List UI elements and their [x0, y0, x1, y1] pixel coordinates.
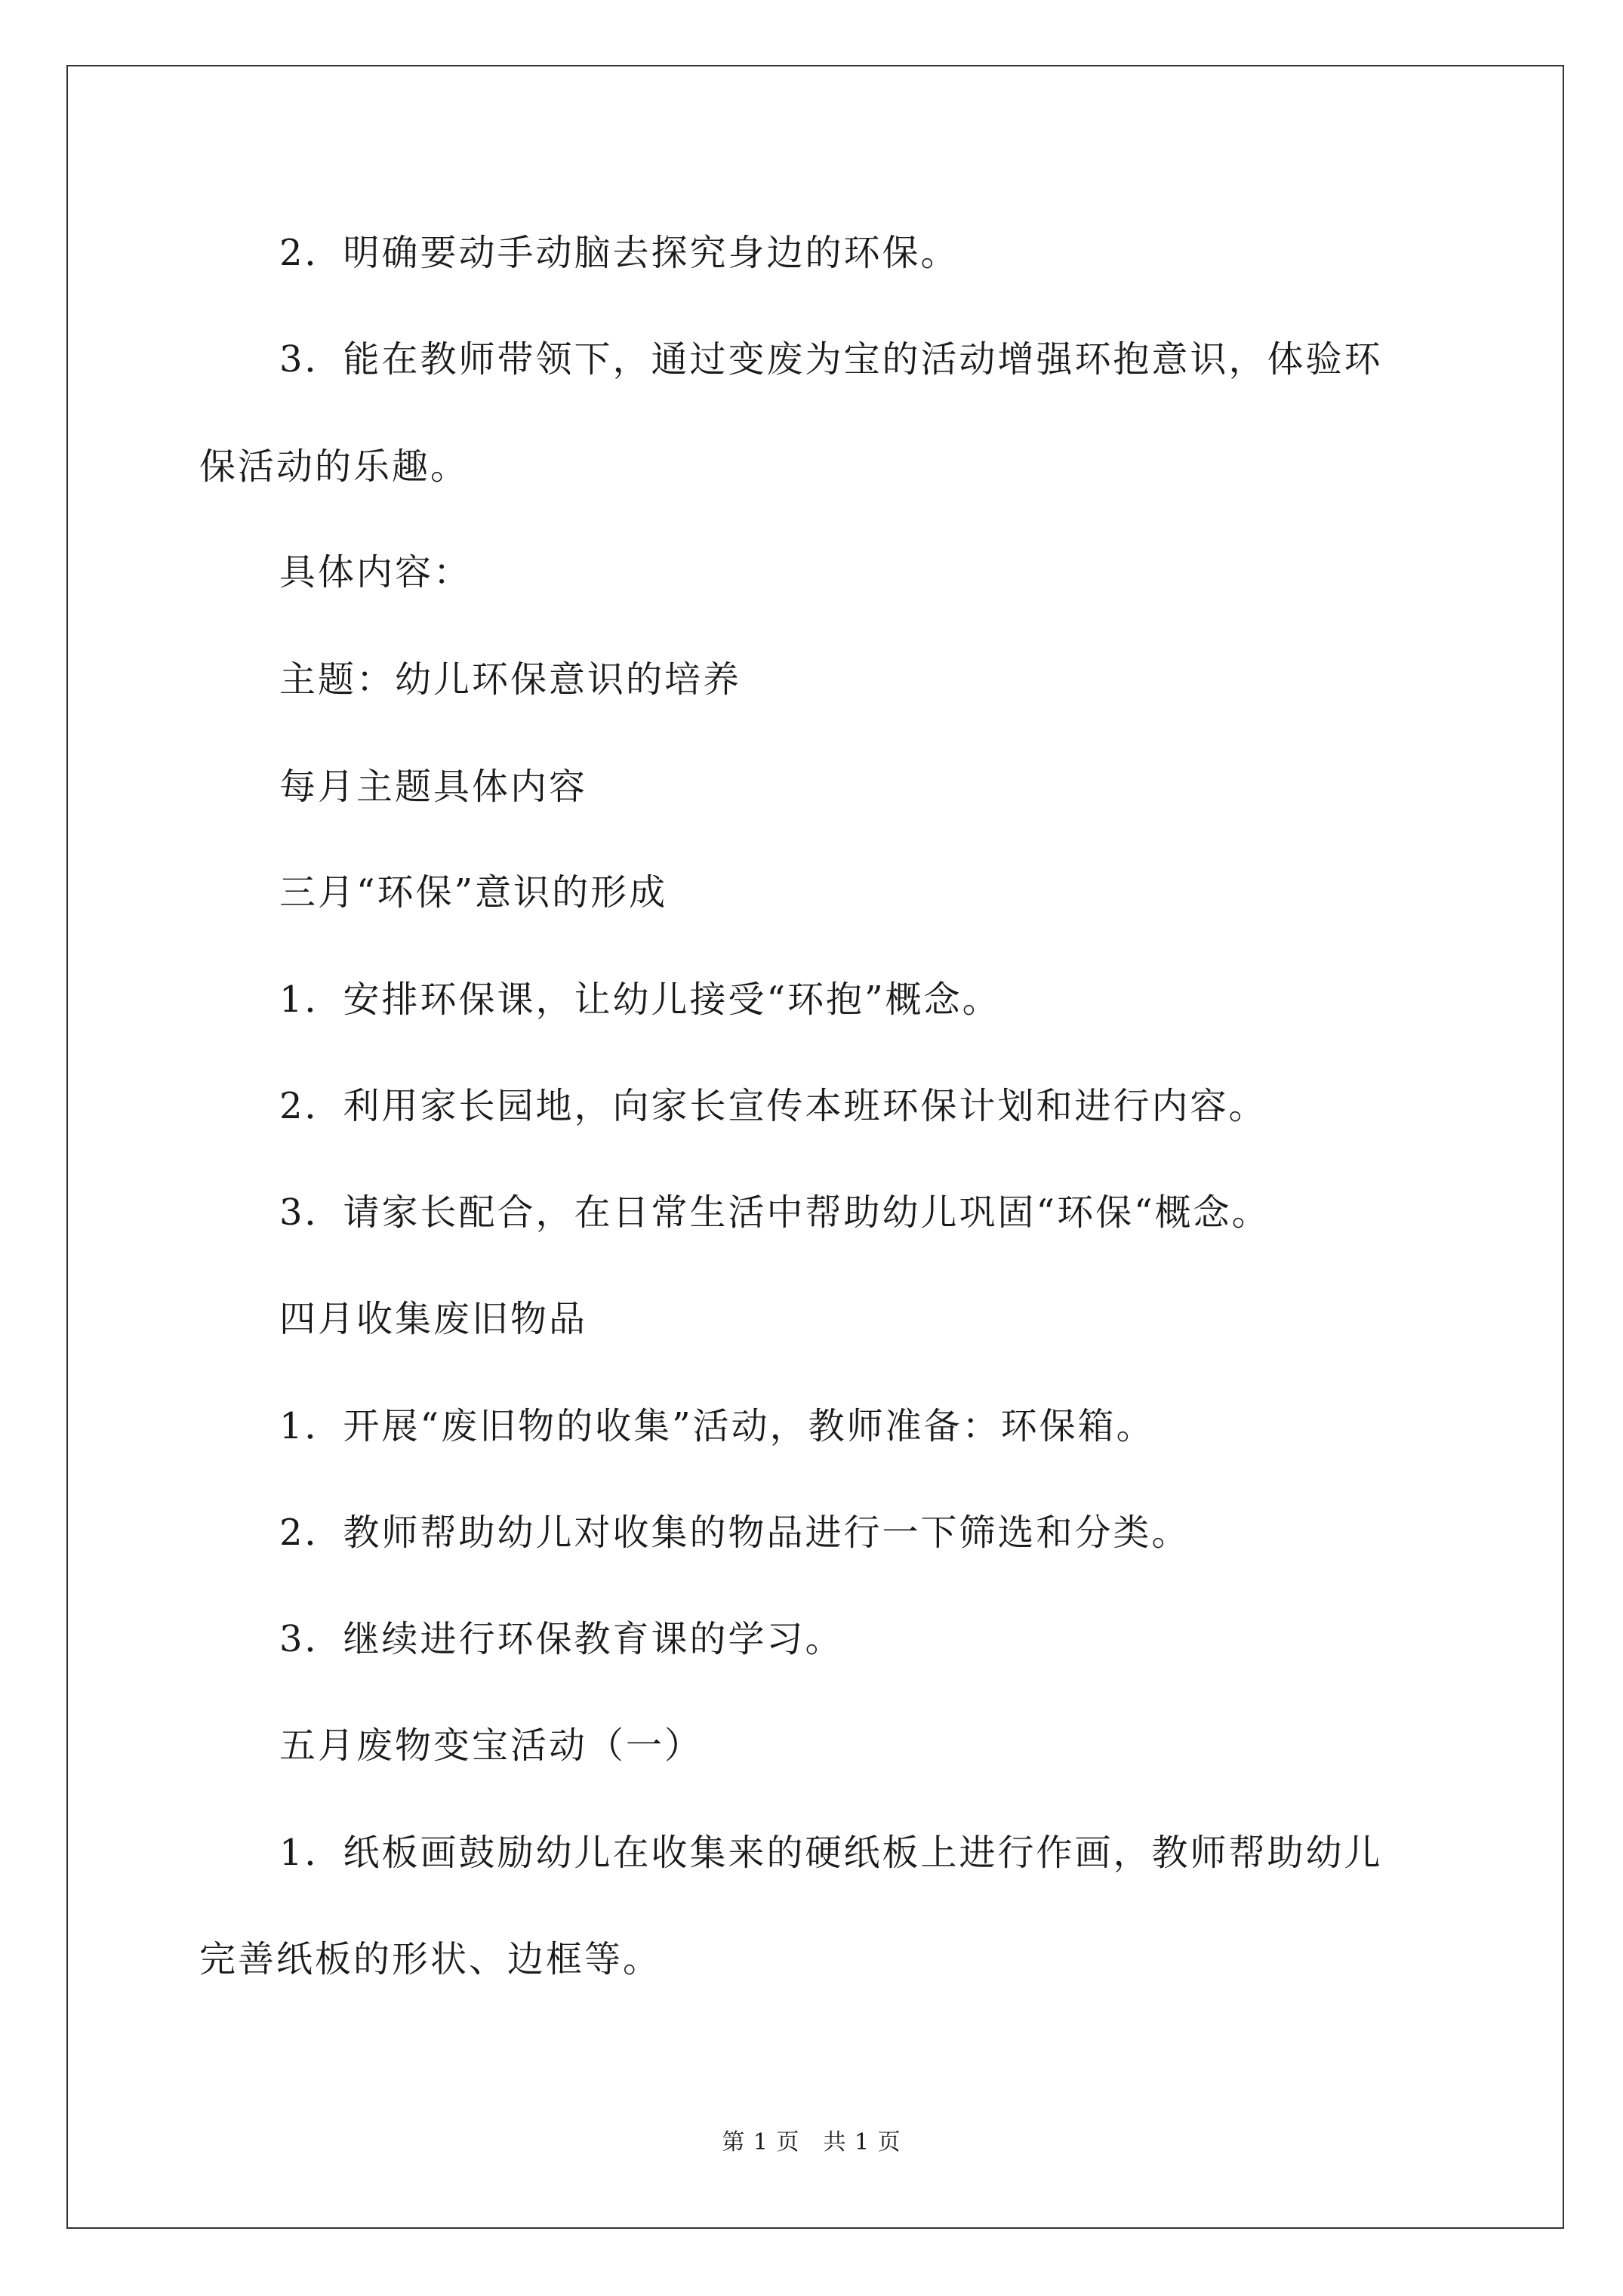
paragraph-line: 完善纸板的形状、边框等。 — [199, 1938, 662, 1980]
paragraph-line: 1．纸板画鼓励幼儿在收集来的硬纸板上进行作画，教师帮助幼儿 — [279, 1832, 1383, 1874]
paragraph-line: 1．安排环保课，让幼儿接受“环抱”概念。 — [279, 978, 1001, 1021]
month-heading: 四月收集废旧物品 — [279, 1298, 588, 1340]
paragraph-line: 3．能在教师带领下，通过变废为宝的活动增强环抱意识，体验环 — [279, 338, 1383, 381]
paragraph-line: 3．继续进行环保教育课的学习。 — [279, 1618, 844, 1660]
page-number-footer: 第 1 页 共 1 页 — [722, 2129, 901, 2156]
page-border — [66, 65, 1564, 2229]
paragraph-line: 保活动的乐趣。 — [199, 445, 470, 488]
paragraph-line: 每月主题具体内容 — [279, 766, 588, 808]
section-heading: 具体内容： — [279, 551, 473, 593]
paragraph-line: 1．开展“废旧物的收集”活动，教师准备：环保箱。 — [279, 1405, 1155, 1447]
paragraph-line: 主题：幼儿环保意识的培养 — [279, 658, 742, 701]
month-heading: 五月废物变宝活动（一） — [279, 1724, 704, 1767]
paragraph-line: 2．教师帮助幼儿对收集的物品进行一下筛选和分类。 — [279, 1512, 1190, 1554]
paragraph-line: 2．明确要动手动脑去探究身边的环保。 — [279, 232, 959, 274]
month-heading: 三月“环保”意识的形成 — [279, 871, 668, 914]
paragraph-line: 2．利用家长园地，向家长宣传本班环保计划和进行内容。 — [279, 1085, 1267, 1127]
paragraph-line: 3．请家长配合，在日常生活中帮助幼儿巩固“环保“概念。 — [279, 1191, 1270, 1234]
